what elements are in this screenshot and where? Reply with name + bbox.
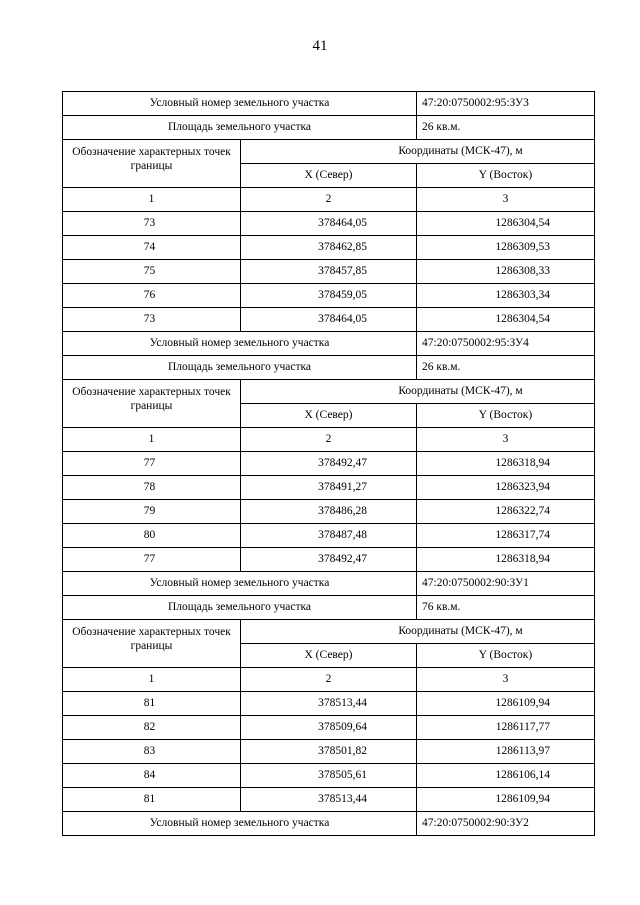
point-y: 1286318,94 [417,548,595,572]
point-y: 1286117,77 [417,716,595,740]
table-row [63,716,595,740]
plot-area-row [63,116,595,140]
plot-area-value: 76 кв.м. [417,596,595,620]
point-y: 1286309,53 [417,236,595,260]
page-number: 41 [312,38,328,54]
coordinates-table [62,91,595,836]
point-x: 378464,05 [241,212,417,236]
coordinates-header-row [63,380,595,404]
point-x: 378457,85 [241,260,417,284]
point-y: 1286318,94 [417,452,595,476]
point-x: 378492,47 [241,548,417,572]
plot-number-value: 47:20:0750002:95:ЗУ3 [417,92,595,116]
point-y: 1286323,94 [417,476,595,500]
plot-number-value: 47:20:0750002:90:ЗУ1 [417,572,595,596]
point-y: 1286322,74 [417,500,595,524]
point-designation-header: Обозначение характерных точек границы [63,620,241,668]
point-id: 73 [63,308,241,332]
table-row [63,764,595,788]
plot-area-label: Площадь земельного участка [63,116,417,140]
column-number-1: 1 [63,668,241,692]
table-row [63,788,595,812]
point-y: 1286109,94 [417,788,595,812]
coordinates-header-row [63,140,595,164]
point-id: 75 [63,260,241,284]
point-id: 82 [63,716,241,740]
plot-area-value: 26 кв.м. [417,116,595,140]
table-row [63,308,595,332]
point-id: 74 [63,236,241,260]
point-x: 378459,05 [241,284,417,308]
plot-number-row [63,812,595,836]
coordinates-header-row [63,620,595,644]
point-x: 378492,47 [241,452,417,476]
point-x: 378513,44 [241,788,417,812]
point-y: 1286109,94 [417,692,595,716]
point-id: 77 [63,452,241,476]
column-number-1: 1 [63,428,241,452]
point-id: 78 [63,476,241,500]
point-x: 378505,61 [241,764,417,788]
plot-area-row [63,596,595,620]
point-x: 378509,64 [241,716,417,740]
point-id: 79 [63,500,241,524]
column-number-2: 2 [241,188,417,212]
point-id: 73 [63,212,241,236]
point-y: 1286106,14 [417,764,595,788]
column-number-row [63,428,595,452]
column-number-3: 3 [417,668,595,692]
coordinates-header: Координаты (МСК-47), м [241,380,595,404]
point-designation-header: Обозначение характерных точек границы [63,380,241,428]
point-id: 77 [63,548,241,572]
plot-number-row [63,572,595,596]
y-east-header: Y (Восток) [417,644,595,668]
table-row [63,548,595,572]
table-row [63,692,595,716]
point-designation-header: Обозначение характерных точек границы [63,140,241,188]
point-y: 1286317,74 [417,524,595,548]
point-x: 378464,05 [241,308,417,332]
plot-number-row [63,332,595,356]
table-row [63,740,595,764]
table-row [63,260,595,284]
table-row [63,452,595,476]
point-y: 1286308,33 [417,260,595,284]
point-x: 378487,48 [241,524,417,548]
plot-number-row [63,92,595,116]
x-north-header: X (Север) [241,164,417,188]
point-id: 84 [63,764,241,788]
point-y: 1286304,54 [417,212,595,236]
coordinates-header: Координаты (МСК-47), м [241,620,595,644]
point-y: 1286303,34 [417,284,595,308]
plot-number-label: Условный номер земельного участка [63,812,417,836]
point-id: 81 [63,788,241,812]
plot-area-label: Площадь земельного участка [63,596,417,620]
table-row [63,212,595,236]
point-x: 378501,82 [241,740,417,764]
column-number-row [63,188,595,212]
point-id: 76 [63,284,241,308]
coordinates-header: Координаты (МСК-47), м [241,140,595,164]
plot-area-row [63,356,595,380]
point-x: 378486,28 [241,500,417,524]
plot-number-value: 47:20:0750002:90:ЗУ2 [417,812,595,836]
column-number-row [63,668,595,692]
point-id: 83 [63,740,241,764]
column-number-3: 3 [417,428,595,452]
plot-area-value: 26 кв.м. [417,356,595,380]
point-x: 378513,44 [241,692,417,716]
table-row [63,524,595,548]
column-number-3: 3 [417,188,595,212]
table-row [63,476,595,500]
table-row [63,500,595,524]
plot-number-label: Условный номер земельного участка [63,92,417,116]
x-north-header: X (Север) [241,644,417,668]
table-row [63,284,595,308]
y-east-header: Y (Восток) [417,164,595,188]
point-id: 81 [63,692,241,716]
y-east-header: Y (Восток) [417,404,595,428]
plot-number-value: 47:20:0750002:95:ЗУ4 [417,332,595,356]
x-north-header: X (Север) [241,404,417,428]
point-id: 80 [63,524,241,548]
plot-number-label: Условный номер земельного участка [63,572,417,596]
point-y: 1286304,54 [417,308,595,332]
plot-area-label: Площадь земельного участка [63,356,417,380]
point-y: 1286113,97 [417,740,595,764]
column-number-2: 2 [241,428,417,452]
table-row [63,236,595,260]
point-x: 378462,85 [241,236,417,260]
column-number-2: 2 [241,668,417,692]
column-number-1: 1 [63,188,241,212]
plot-number-label: Условный номер земельного участка [63,332,417,356]
point-x: 378491,27 [241,476,417,500]
